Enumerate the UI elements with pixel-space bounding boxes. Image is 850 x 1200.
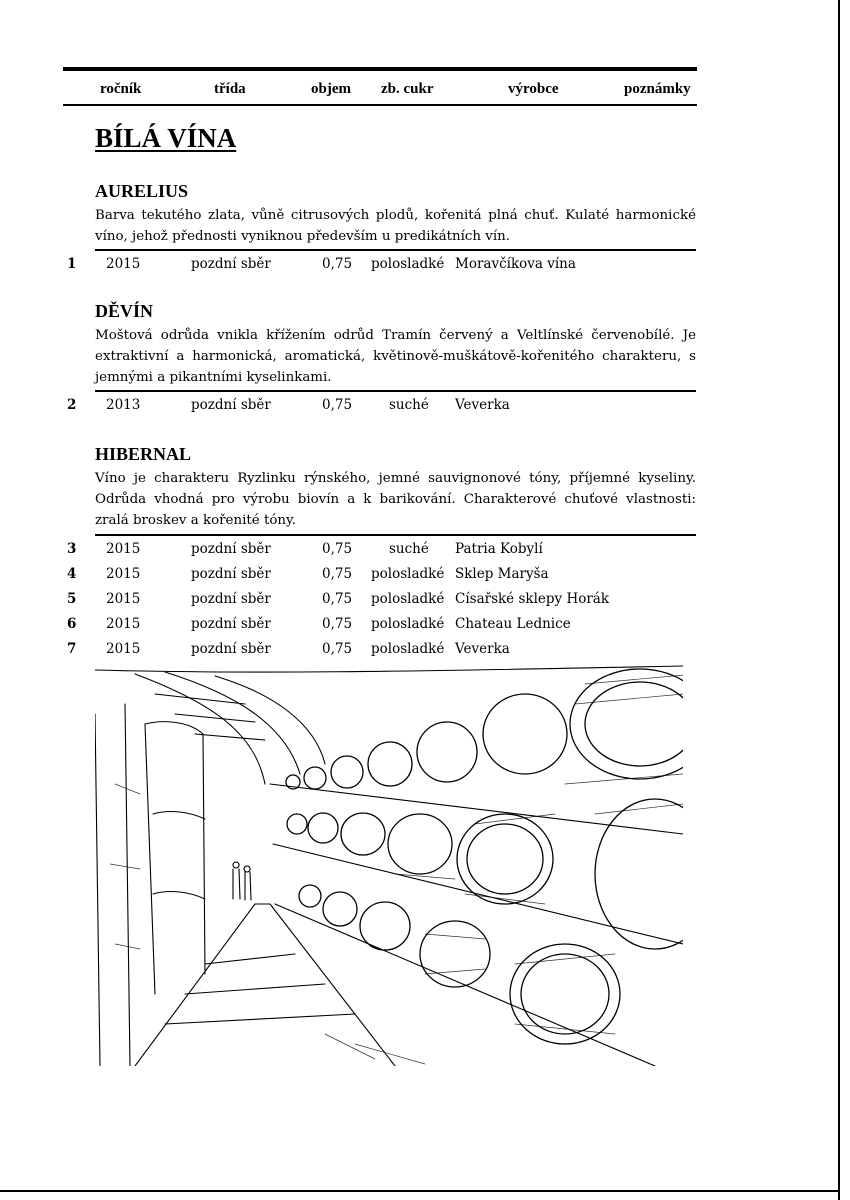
wine-producer: Veverka — [455, 397, 510, 413]
wine-year: 2015 — [106, 641, 141, 657]
wine-number: 1 — [67, 256, 77, 272]
header-rule-top — [63, 67, 697, 71]
section-title: BÍLÁ VÍNA — [95, 123, 237, 153]
wine-sugar: polosladké — [371, 591, 445, 607]
description-line: Víno je charakteru Ryzlinku rýnského, jemné sauvignonové tóny, příjemné kyseliny. — [95, 471, 696, 486]
description-line: Barva tekutého zlata, vůně citrusových plodů, kořenitá plná chuť. Kulaté harmonické — [95, 208, 696, 223]
wine-volume: 0,75 — [322, 397, 353, 413]
variety-rule — [95, 390, 696, 392]
wine-cellar-sketch-icon — [95, 664, 683, 1066]
column-header-volume: objem — [311, 81, 351, 97]
wine-number: 5 — [67, 591, 77, 607]
description-line: Odrůda vhodná pro výrobu biovín a k barikování. Charakterové chuťové vlastnosti: — [95, 492, 696, 507]
variety-name: HIBERNAL — [95, 444, 192, 464]
wine-sugar: suché — [389, 541, 429, 557]
description-line: zralá broskev a kořenité tóny. — [95, 513, 297, 528]
wine-year: 2015 — [106, 616, 141, 632]
description-line: Moštová odrůda vnikla křížením odrůd Tramín červený a Veltlínské červenobílé. Je — [95, 328, 696, 343]
wine-sugar: suché — [389, 397, 429, 413]
description-line: extraktivní a harmonická, aromatická, květinově-muškátově-kořenitého charakteru, s — [95, 349, 696, 364]
wine-producer: Chateau Lednice — [455, 616, 571, 632]
wine-volume: 0,75 — [322, 641, 353, 657]
wine-number: 4 — [67, 566, 77, 582]
column-header-producer: výrobce — [508, 81, 559, 97]
wine-volume: 0,75 — [322, 541, 353, 557]
wine-class: pozdní sběr — [191, 256, 271, 272]
wine-number: 2 — [67, 397, 77, 413]
wine-class: pozdní sběr — [191, 397, 271, 413]
wine-sugar: polosladké — [371, 616, 445, 632]
wine-number: 6 — [67, 616, 77, 632]
wine-sugar: polosladké — [371, 641, 445, 657]
variety-name: AURELIUS — [95, 181, 189, 201]
wine-year: 2013 — [106, 397, 141, 413]
column-header-class: třída — [214, 81, 246, 97]
variety-description — [95, 325, 696, 388]
column-header-notes: poznámky — [624, 81, 691, 97]
wine-producer: Císařské sklepy Horák — [455, 591, 610, 607]
page-edge-right — [838, 0, 840, 1200]
wine-class: pozdní sběr — [191, 541, 271, 557]
variety-description — [95, 205, 696, 247]
variety-description — [95, 468, 696, 531]
wine-class: pozdní sběr — [191, 616, 271, 632]
column-header-year: ročník — [100, 81, 142, 97]
wine-year: 2015 — [106, 541, 141, 557]
wine-class: pozdní sběr — [191, 566, 271, 582]
wine-producer: Sklep Maryša — [455, 566, 549, 582]
variety-rule — [95, 249, 696, 251]
wine-year: 2015 — [106, 256, 141, 272]
wine-volume: 0,75 — [322, 566, 353, 582]
wine-class: pozdní sběr — [191, 591, 271, 607]
wine-number: 3 — [67, 541, 77, 557]
wine-volume: 0,75 — [322, 256, 353, 272]
wine-year: 2015 — [106, 591, 141, 607]
wine-year: 2015 — [106, 566, 141, 582]
variety-rule — [95, 534, 696, 536]
description-line: jemnými a pikantními kyselinkami. — [95, 370, 332, 385]
description-line: víno, jehož přednosti vyniknou především u predikátních vín. — [95, 229, 510, 244]
wine-class: pozdní sběr — [191, 641, 271, 657]
column-header-sugar: zb. cukr — [381, 81, 434, 97]
wine-producer: Veverka — [455, 641, 510, 657]
header-rule-bottom — [63, 104, 697, 106]
wine-producer: Patria Kobylí — [455, 541, 543, 557]
wine-sugar: polosladké — [371, 566, 445, 582]
variety-name: DĚVÍN — [95, 301, 154, 321]
wine-producer: Moravčíkova vína — [455, 256, 576, 272]
wine-sugar: polosladké — [371, 256, 445, 272]
wine-number: 7 — [67, 641, 77, 657]
page-edge-bottom — [0, 1190, 840, 1192]
wine-volume: 0,75 — [322, 591, 353, 607]
wine-volume: 0,75 — [322, 616, 353, 632]
